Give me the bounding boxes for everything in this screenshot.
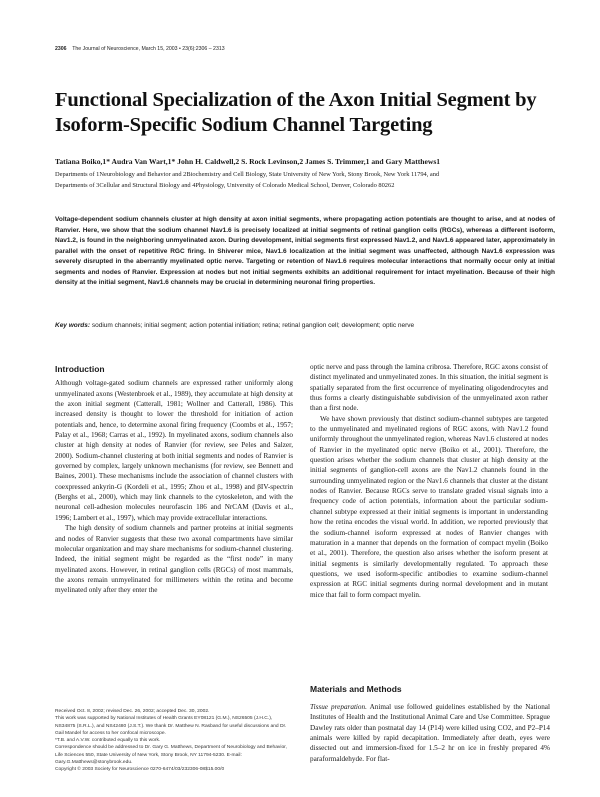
article-title: [55, 88, 555, 138]
title-line-1: Functional Specialization of the Axon Initial Segment by: [55, 89, 537, 111]
methods-text: Animal use followed guidelines established by the National Institutes of Health and the Institutional Animal Care and Use Committee. Sprague Dawley rats older than postnatal day 14 (P14) were killed using CO2, and P2–P14 animals were killed by rapid decapitation. Immediately after death, eyes were dissected out and immersion-fixed for 1.5–2 hr on ice in freshly prepared 4% paraformaldehyde. For flat-: [310, 703, 550, 763]
copyright-note: Copyright © 2003 Society for Neuroscience 0270-6474/03/232306-08$15.00/0: [55, 767, 225, 773]
footnotes: [55, 708, 293, 774]
abstract: Voltage-dependent sodium channels cluster at high density at axon initial segments, where propagating action potentials are thought to arise, and at nodes of Ranvier. Here, we show that the sodium channel Nav1.6 is precisely localized at initial segments of retinal ganglion cells (RGCs), whereas a different isoform, Nav1.2, is found in the neighboring unmyelinated axon. During development, initial segments first expressed Nav1.2, and Nav1.6 appeared later, approximately in parallel with the onset of repetitive RGC firing. In Shiverer mice, Nav1.6 localization at the initial segment was unaffected, although Nav1.6 expression was severely disrupted in the aberrantly myelinated optic nerve. Targeting or retention of Nav1.6 requires molecular interactions that normally occur only at initial segments and nodes of Ranvier. Expression at nodes but not initial segments exhibits an additional requirement for intact myelination. Because of their high density at the initial segment, Nav1.6 channels may be crucial in determining neuronal firing properties.: [55, 216, 555, 286]
intro-paragraph-3: optic nerve and pass through the lamina cribrosa. Therefore, RGC axons consist of distinct myelinated and unmyelinated zones. In this situation, the initial segment is spatially separated from the first occurrence of myelinating oligodendrocytes and thus forms a clearly distinguishable subdivision of the unmyelinated axon rather than a first node.: [310, 363, 548, 413]
author-list: Tatiana Boiko,1* Audra Van Wart,1* John H. Caldwell,2 S. Rock Levinson,2 James S. Trimmer,1 and Gary Matthews1: [55, 157, 441, 166]
received-dates: Received Oct. 8, 2002; revised Dec. 26, 2002; accepted Dec. 30, 2002.: [55, 709, 210, 714]
keywords-text: sodium channels; initial segment; action potential initiation; retina; retinal ganglion cell; development; optic nerve: [90, 322, 415, 329]
intro-paragraph-2: The high density of sodium channels and partner proteins at initial segments and nodes of Ranvier suggests that these two axonal compartments have similar molecular organization and may share mechanisms for sodium-channel clustering. Indeed, the initial segment might be regarded as the “first node” in many myelinated axons. However, in retinal ganglion cells (RGCs) of most mammals, the axons remain unmyelinated for millimeters within the retina and become myelinated only after they enter the: [55, 524, 293, 595]
page-number: 2306: [55, 46, 67, 52]
journal-info: The Journal of Neuroscience, March 15, 2003 • 23(6):2306 – 2313: [72, 46, 225, 52]
equal-contribution-note: *T.B. and A.V.W. contributed equally to this work.: [55, 738, 161, 744]
keywords-label: Key words:: [55, 322, 91, 329]
methods-heading: Materials and Methods: [310, 684, 402, 694]
left-column: [55, 362, 293, 596]
funding-note: This work was supported by National Institutes of Health Grants EY08121 (G.M.), NS26505 (J.H.C.), NS34875 (S.R.L.), and NS42480 (J.S.T.). We thank Dr. Matthew N. Rasband for useful discussions and Dr. Gail Mandel for access to her confocal microscope.: [55, 716, 287, 736]
correspondence-note: Correspondence should be addressed to Dr. Gary G. Matthews, Department of Neurobiology and Behavior, Life Sciences 550, State University of New York, Stony Brook, NY 11794-5230. E-mail: Gary.G.Matthews@stonybrook.edu.: [55, 745, 287, 766]
methods-paragraph: [310, 702, 550, 764]
methods-lead: Tissue preparation.: [310, 703, 367, 711]
title-line-2: Isoform-Specific Sodium Channel Targeting: [55, 114, 433, 136]
right-column: [310, 362, 548, 600]
affiliation-line-1: Departments of 1Neurobiology and Behavior and 2Biochemistry and Cell Biology, State University of New York, Stony Brook, New York 11794, and: [55, 171, 440, 178]
affiliation-line-2: Departments of 3Cellular and Structural Biology and 4Physiology, University of Colorado Medical School, Denver, Colorado 80262: [55, 182, 395, 189]
running-header: [55, 46, 225, 52]
introduction-heading: Introduction: [55, 364, 105, 374]
intro-paragraph-4: We have shown previously that distinct sodium-channel subtypes are targeted to the unmyelinated and myelinated regions of RGC axons, with Nav1.2 found uniformly throughout the unmyelinated region, whereas Nav1.6 clustered at nodes of Ranvier in the myelinated optic nerve (Boiko et al., 2001). Therefore, the question arises whether the sodium channels that cluster at high density at the initial segments of ganglion-cell axons are the Nav1.2 channels found in the surrounding unmyelinated region or the Nav1.6 channels that cluster at the distant nodes of Ranvier. Because RGCs serve to translate graded visual signals into a frequency code of action potentials, information about the particular sodium-channel subtype expressed at their initial segments is important in understanding how the retina encodes the visual world. In addition, we reported previously that the sodium-channel isoform expressed at nodes of Ranvier changes with maturation in a manner that depends on the formation of compact myelin (Boiko et al., 2001). Therefore, the question also arises whether the isoform present at initial segments is similarly developmentally regulated. To approach these questions, we used isoform-specific antibodies to examine sodium-channel expression at RGC initial segments during normal development and in mutant mice that fail to form compact myelin.: [310, 414, 548, 599]
intro-paragraph-1: Although voltage-gated sodium channels are expressed rather uniformly along unmyelinated axons (Westenbroek et al., 1989), they accumulate at high density at the axon initial segment (Catterall, 1981; Wollner and Catterall, 1986). This increased density is thought to lower the threshold for initiation of action potentials and, hence, to determine axonal firing frequency (Coombs et al., 1957; Palay et al., 1968; Carras et al., 1992). In myelinated axons, sodium channels also cluster at high density at nodes of Ranvier (for review, see Peles and Salzer, 2000). Sodium-channel clustering at both initial segments and nodes of Ranvier is governed by complex, largely unknown mechanisms (for review, see Bennett and Baines, 2001). These mechanisms include the association of channel clusters with coexpressed ankyrin-G (Kordeli et al., 1995; Zhou et al., 1998) and βIV-spectrin (Berghs et al., 2000), which may link channels to the cytoskeleton, and with the neuronal cell-adhesion molecules neurofascin 186 and NrCAM (Davis et al., 1996; Lambert et al., 1997), which may provide extracellular interactions.: [55, 379, 293, 522]
keywords: [55, 322, 555, 329]
